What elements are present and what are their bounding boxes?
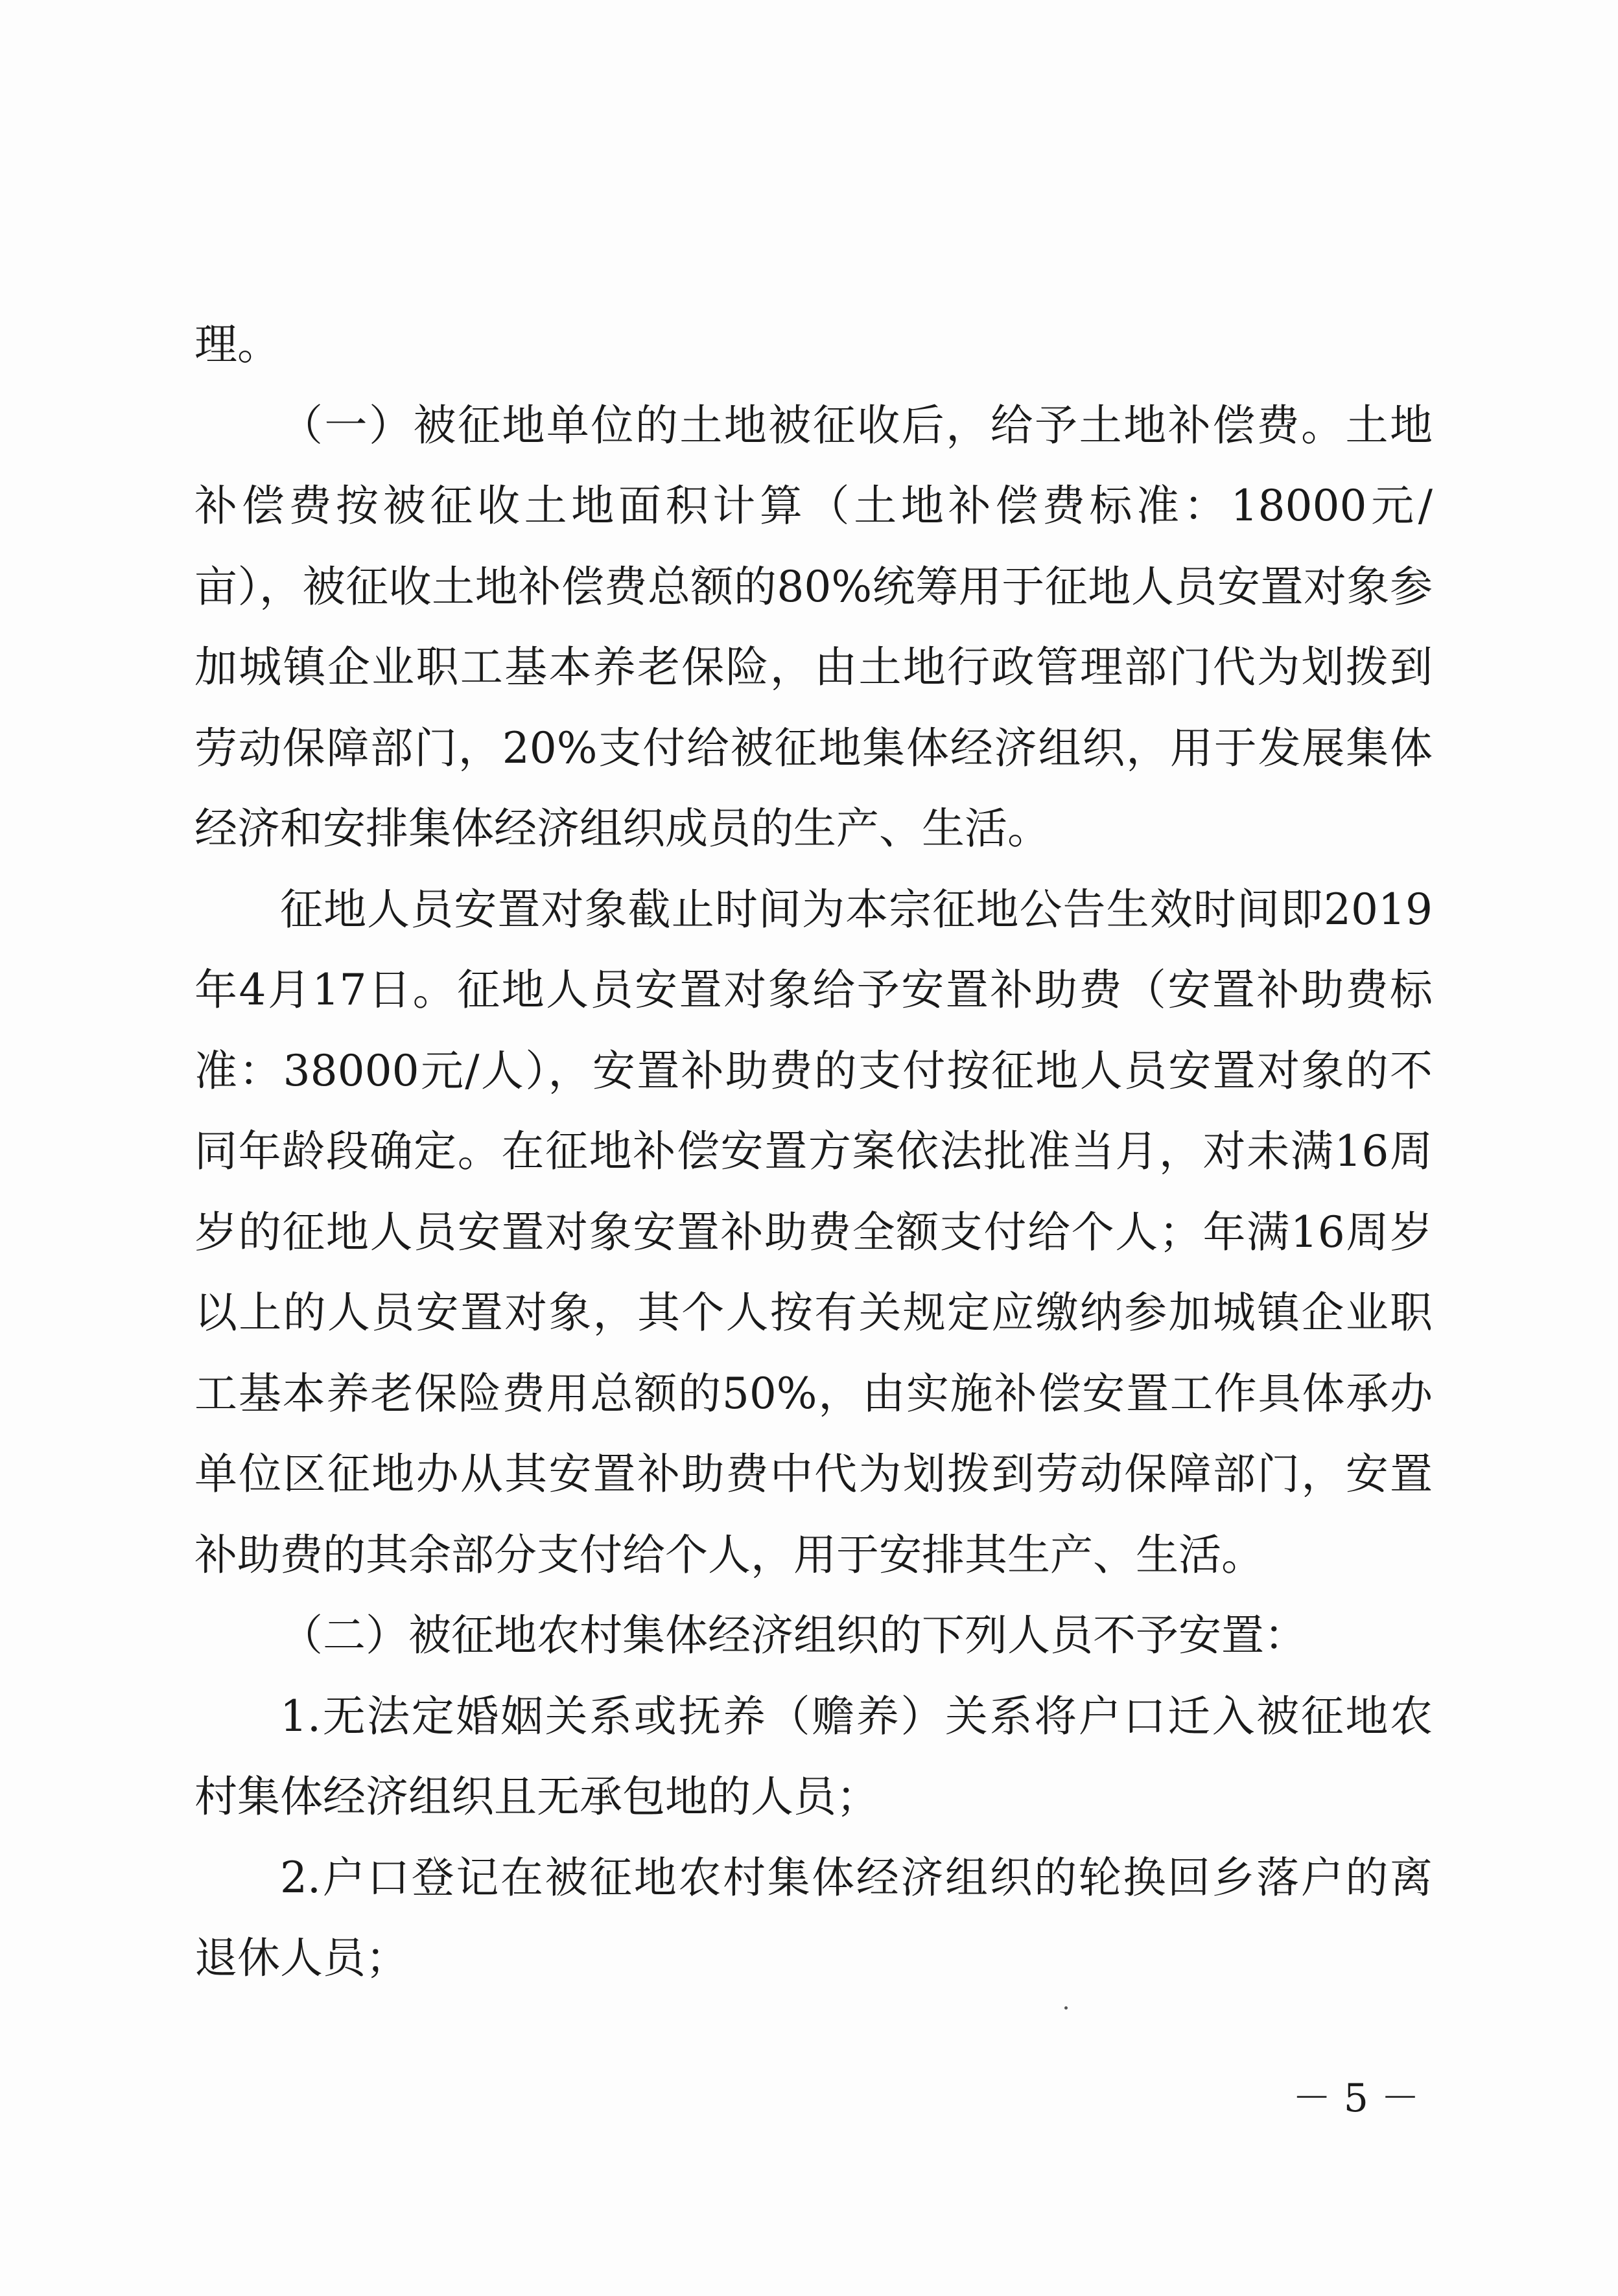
paragraph-land-compensation: （一）被征地单位的土地被征收后，给予土地补偿费。土地补偿费按被征收土地面积计算（土地补偿费标准：18000元/亩），被征收土地补偿费总额的80%统筹用于征地人员安置对象参加城镇企业职工基本养老保险，由土地行政管理部门代为划拨到劳动保障部门，20%支付给被征地集体经济组织，用于发展集体经济和安排集体经济组织成员的生产、生活。 [194, 400, 1433, 853]
paragraph-continuation: 理。 [194, 319, 280, 369]
paragraph-resettlement-subsidy: 征地人员安置对象截止时间为本宗征地公告生效时间即2019年4月17日。征地人员安置对象给予安置补助费（安置补助费标准：38000元/人），安置补助费的支付按征地人员安置对象的不同年龄段确定。在征地补偿安置方案依法批准当月，对未满16周岁的征地人员安置对象安置补助费全额支付给个人；年满16周岁以上的人员安置对象，其个人按有关规定应缴纳参加城镇企业职工基本养老保险费用总额的50%，由实施补偿安置工作具体承办单位区征地办从其安置补助费中代为划拨到劳动保障部门，安置补助费的其余部分支付给个人，用于安排其生产、生活。 [194, 884, 1433, 1580]
scan-speck [1064, 2006, 1068, 2010]
body-text [194, 305, 1433, 1999]
list-item-1: 1.无法定婚姻关系或抚养（赡养）关系将户口迁入被征地农村集体经济组织且无承包地的人员； [194, 1691, 1433, 1822]
list-item-2: 2.户口登记在被征地农村集体经济组织的轮换回乡落户的离退休人员； [194, 1852, 1433, 1983]
paragraph-no-resettlement-heading: （二）被征地农村集体经济组织的下列人员不予安置： [280, 1610, 1307, 1660]
page-number: － 5 － [1292, 2076, 1420, 2121]
